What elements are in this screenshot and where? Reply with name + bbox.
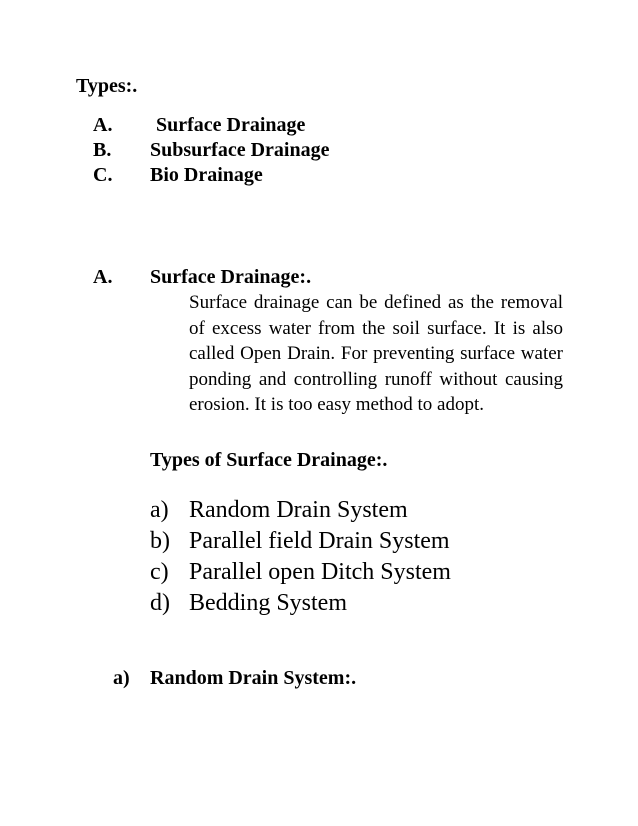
section-a-letter: A.: [93, 266, 113, 288]
drainage-type-bedding: Bedding System: [189, 590, 348, 616]
drainage-type-parallel-open-ditch: Parallel open Ditch System: [189, 559, 451, 585]
types-list-letter-b: B.: [93, 139, 112, 161]
drainage-type-marker-a: a): [150, 497, 169, 523]
types-list-letter-c: C.: [93, 164, 113, 186]
drainage-type-marker-c: c): [150, 559, 169, 585]
random-drain-section-heading: Random Drain System:.: [150, 667, 357, 689]
types-list-letter-a: A.: [93, 114, 113, 136]
drainage-type-parallel-field: Parallel field Drain System: [189, 528, 450, 554]
types-list-item-subsurface-drainage: Subsurface Drainage: [150, 139, 330, 161]
types-list-item-surface-drainage: Surface Drainage: [156, 114, 306, 136]
types-list-item-bio-drainage: Bio Drainage: [150, 164, 263, 186]
types-heading: Types:.: [76, 75, 138, 97]
random-drain-section-marker: a): [113, 667, 130, 689]
surface-drainage-types-subheading: Types of Surface Drainage:.: [150, 449, 388, 471]
drainage-type-random: Random Drain System: [189, 497, 408, 523]
section-a-heading: Surface Drainage:.: [150, 266, 312, 288]
section-a-paragraph: Surface drainage can be defined as the removal of excess water from the soil surface. It is also called Open Drain. For preventing surface water ponding and controlling runoff without causing erosion. It is too easy method to adopt.: [189, 292, 563, 415]
drainage-type-marker-b: b): [150, 528, 170, 554]
drainage-type-marker-d: d): [150, 590, 170, 616]
